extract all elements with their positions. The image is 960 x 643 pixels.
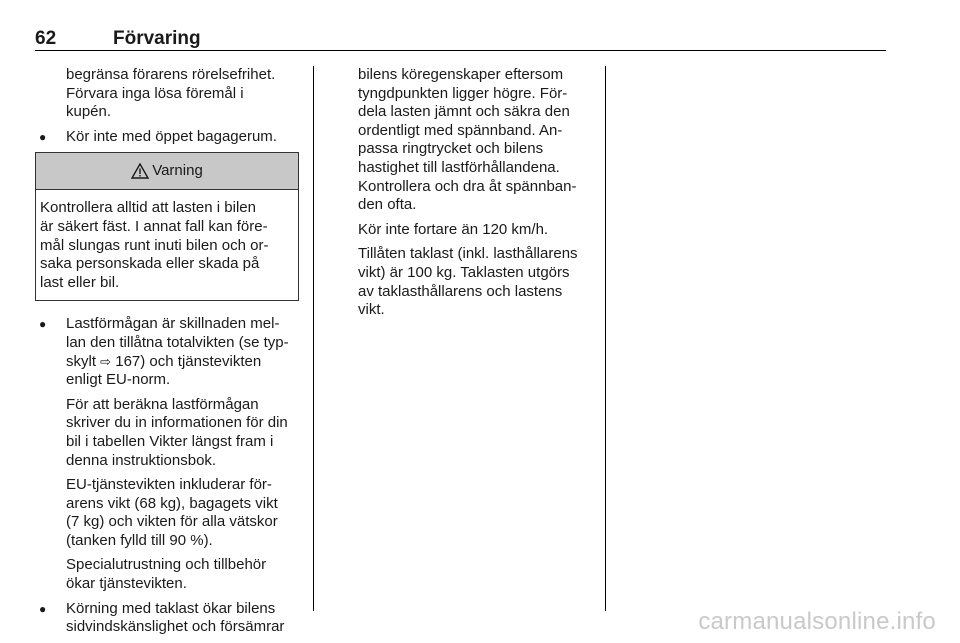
warning-box [35,152,299,301]
text-line: ökar tjänstevikten. [66,575,187,593]
text-line: av taklasthållarens och lastens [358,282,563,300]
text-line: enligt EU-norm. [66,371,171,389]
page-number: 62 [35,28,57,49]
text-line-with-xref [66,353,299,372]
text-line: vikt. [358,301,385,319]
column-divider-right [605,66,606,611]
text-line: kupén. [66,103,112,121]
bullet-item [35,315,299,593]
text-line: bil i tabellen Vikter längst fram i [66,432,274,450]
text-line: Kontrollera och dra åt spännban- [358,177,577,195]
bullet-dot-icon: ● [39,601,47,616]
text-line: (tanken fylld till 90 %). [66,531,213,549]
text-line: EU-tjänstevikten inkluderar för- [66,476,272,494]
text-line: lan den tillåtna totalvikten (se typ- [66,333,289,351]
paragraph [358,221,594,240]
bullet-dot-icon: ● [39,129,47,144]
text-line: Kör inte med öppet bagagerum. [66,127,277,145]
warning-triangle-icon [131,163,149,179]
sub-paragraph [66,396,299,470]
text-line: arens vikt (68 kg), bagagets vikt [66,494,278,512]
text-line: den ofta. [358,196,417,214]
page-title: Förvaring [113,28,201,49]
watermark: carmanualsonline.info [698,608,936,635]
text-line: är säkert fäst. I annat fall kan före- [40,217,268,235]
warning-title: Varning [152,162,203,180]
sub-paragraph [66,476,299,550]
xref-post: 167) och tjänstevikten [111,352,262,370]
warning-body [36,190,298,300]
page-reference-icon[interactable]: ⇨ [100,353,112,369]
paragraph [358,66,594,215]
text-line: Körning med taklast ökar bilens [66,599,276,617]
text-line: passa ringtrycket och bilens [358,140,544,158]
text-line: Förvara inga lösa föremål i [66,84,244,102]
text-line: Lastförmågan är skillnaden mel- [66,315,280,333]
text-line: Kontrollera alltid att lasten i bilen [40,199,256,217]
text-line: För att beräkna lastförmågan [66,395,259,413]
bullet-item [35,128,299,147]
text-line: last eller bil. [40,273,120,291]
column-right [358,66,594,326]
page-header [35,28,886,51]
text-line: Kör inte fortare än 120 km/h. [358,220,549,238]
bullet-dot-icon: ● [39,317,47,332]
text-line: saka personskada eller skada på [40,255,260,273]
text-line: Specialutrustning och tillbehör [66,556,267,574]
intro-paragraph [35,66,299,122]
text-line: begränsa förarens rörelsefrihet. [66,66,276,83]
sub-paragraph [66,556,299,593]
column-divider-left [313,66,314,611]
text-line: hastighet till lastförhållandena. [358,158,560,176]
column-left [35,66,299,643]
text-line: (7 kg) och vikten för alla vätskor [66,513,278,531]
text-line: ordentligt med spännband. An- [358,121,563,139]
xref-pre: skylt [66,352,101,370]
text-line: denna instruktionsbok. [66,451,217,469]
warning-header [36,153,298,190]
text-line: vikt) är 100 kg. Taklasten utgörs [358,263,570,281]
text-line: tyngdpunkten ligger högre. För- [358,84,568,102]
paragraph [358,245,594,319]
bullet-item [35,600,299,637]
text-line: skriver du in informationen för din [66,414,288,432]
text-line: bilens köregenskaper eftersom [358,66,564,83]
text-line: Tillåten taklast (inkl. lasthållarens [358,245,578,263]
text-line: dela lasten jämnt och säkra den [358,103,570,121]
text-line: sidvindskänslighet och försämrar [66,618,285,636]
text-line: mål slungas runt inuti bilen och or- [40,236,269,254]
